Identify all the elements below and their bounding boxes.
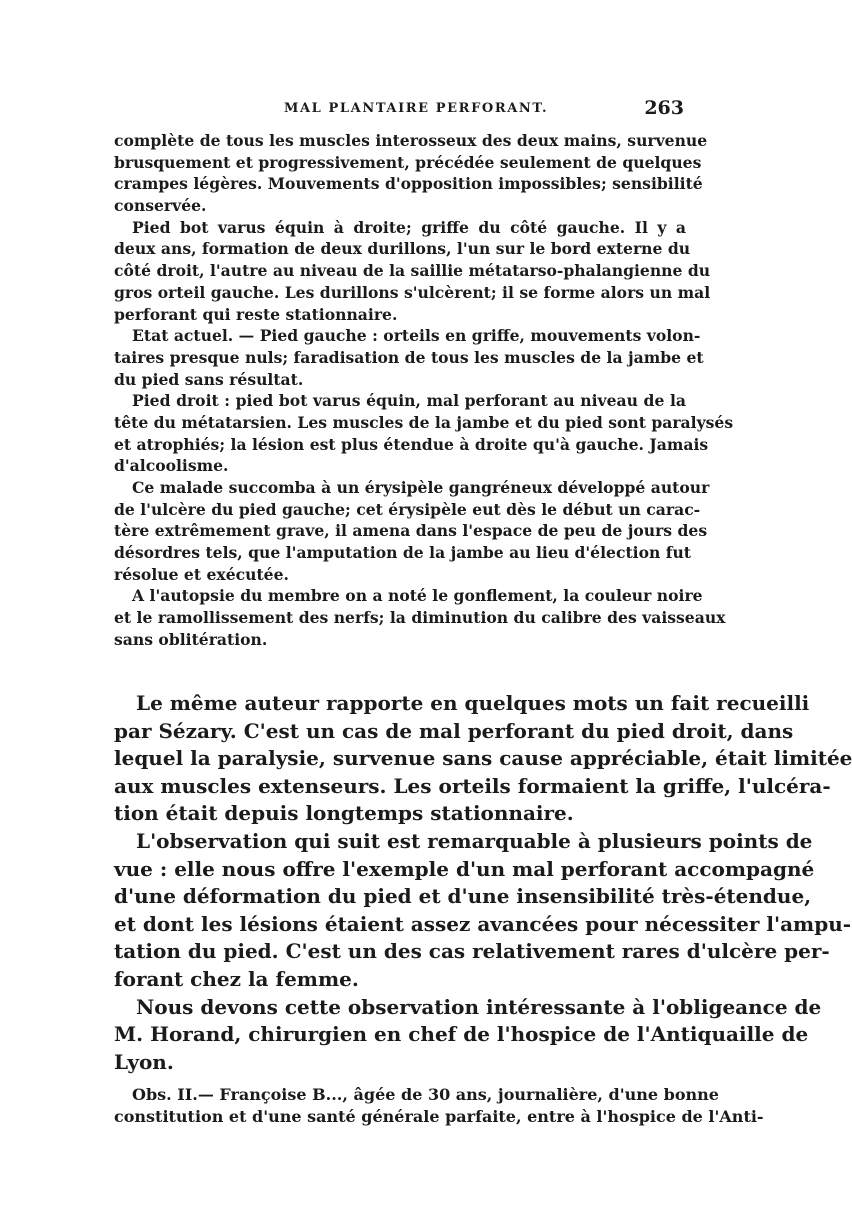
text-line: vue : elle nous offre l'exemple d'un mal perforant accompagné (114, 856, 815, 881)
text-line: de l'ulcère du pied gauche; cet érysipèle eut dès le début un carac- (114, 499, 701, 519)
text-line: par Sézary. C'est un cas de mal perforant du pied droit, dans (114, 718, 794, 743)
text-line: d'une déformation du pied et d'une insensibilité très-étendue, (114, 884, 812, 909)
observation-text (114, 1084, 764, 1128)
text-line: gros orteil gauche. Les durillons s'ulcèrent; il se forme alors un mal (114, 282, 711, 302)
text-line: côté droit, l'autre au niveau de la saillie métatarso-phalangienne du (114, 261, 711, 281)
text-line: crampes légères. Mouvements d'opposition impossibles; sensibilité (114, 174, 703, 194)
text-line: Etat actuel. — Pied gauche : orteils en griffe, mouvements volon- (132, 326, 701, 346)
text-line: forant chez la femme. (114, 966, 359, 991)
body-text (114, 690, 852, 1076)
case-report-text (114, 130, 734, 651)
text-line: tion était depuis longtemps stationnaire. (114, 801, 574, 826)
page-number: 263 (644, 97, 684, 119)
text-line: d'alcoolisme. (114, 456, 229, 476)
text-line: tère extrêmement grave, il amena dans l'espace de peu de jours des (114, 521, 708, 541)
running-title: MAL PLANTAIRE PERFORANT. (284, 101, 549, 116)
text-line: A l'autopsie du membre on a noté le gonflement, la couleur noire (132, 586, 703, 606)
text-line: perforant qui reste stationnaire. (114, 304, 398, 324)
text-line: Ce malade succomba à un érysipèle gangréneux développé autour (132, 478, 710, 497)
text-line: tête du métatarsien. Les muscles de la jambe et du pied sont paralysés (114, 412, 734, 432)
text-line: Nous devons cette observation intéressante à l'obligeance de (136, 994, 822, 1019)
text-line: L'observation qui suit est remarquable à plusieurs points de (136, 828, 813, 853)
text-line: complète de tous les muscles interosseux des deux mains, survenue (114, 131, 708, 150)
text-line: Pied droit : pied bot varus équin, mal perforant au niveau de la (132, 391, 686, 411)
text-line: sans oblitération. (114, 629, 268, 649)
text-line: taires presque nuls; faradisation de tous les muscles de la jambe et (114, 347, 704, 367)
text-line: constitution et d'une santé générale parfaite, entre à l'hospice de l'Anti- (114, 1107, 764, 1126)
text-line: M. Horand, chirurgien en chef de l'hospice de l'Antiquaille de (114, 1022, 809, 1047)
text-line: et le ramollissement des nerfs; la diminution du calibre des vaisseaux (114, 608, 726, 628)
text-line: Lyon. (114, 1049, 174, 1074)
text-line: Le même auteur rapporte en quelques mots un fait recueilli (136, 691, 810, 715)
text-line: conservée. (114, 196, 207, 216)
text-line: du pied sans résultat. (114, 369, 304, 389)
text-line: tation du pied. C'est un des cas relativement rares d'ulcère per- (114, 939, 830, 964)
text-line: deux ans, formation de deux durillons, l'un sur le bord externe du (114, 239, 691, 259)
text-line: et atrophiés; la lésion est plus étendue à droite qu'à gauche. Jamais (114, 434, 709, 454)
text-line: désordres tels, que l'amputation de la jambe au lieu d'élection fut (114, 543, 691, 563)
text-line: Pied bot varus équin à droite; griffe du côté gauche. Il y a (132, 217, 686, 237)
text-line: aux muscles extenseurs. Les orteils formaient la griffe, l'ulcéra- (114, 773, 831, 798)
text-line: Obs. II.— Françoise B..., âgée de 30 ans, journalière, d'une bonne (132, 1085, 719, 1104)
text-line: et dont les lésions étaient assez avancées pour nécessiter l'ampu- (114, 911, 852, 936)
text-line: résolue et exécutée. (114, 564, 289, 584)
text-line: lequel la paralysie, survenue sans cause appréciable, était limitée (114, 746, 852, 771)
page-header (114, 97, 684, 125)
text-line: brusquement et progressivement, précédée seulement de quelques (114, 152, 702, 172)
